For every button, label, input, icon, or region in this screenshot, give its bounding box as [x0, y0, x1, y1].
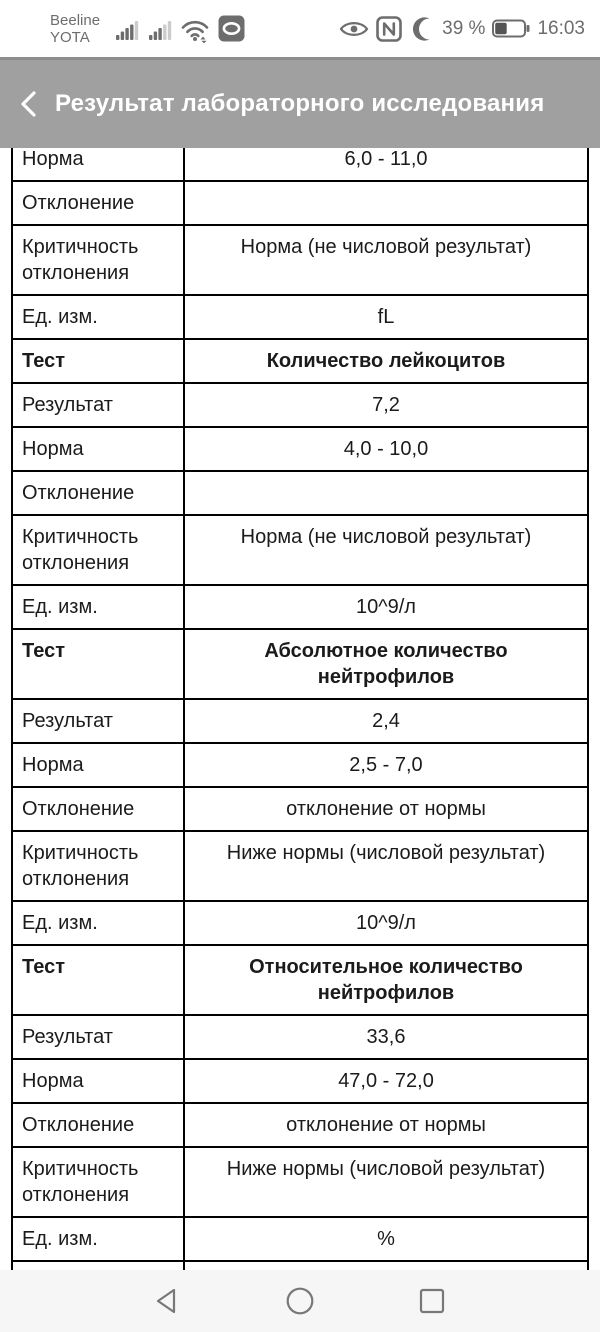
- row-value-text: отклонение от нормы: [286, 798, 486, 820]
- wifi-icon: [181, 15, 209, 43]
- row-label-cell: Тест: [12, 339, 184, 383]
- volte-badge-icon: [218, 15, 245, 42]
- lab-results-table: [11, 148, 589, 1270]
- table-row: [12, 699, 588, 743]
- table-row: [12, 1103, 588, 1147]
- table-row: [12, 831, 588, 901]
- table-row: [12, 1059, 588, 1103]
- row-value-cell: [184, 427, 588, 471]
- row-label-cell: Норма: [12, 148, 184, 181]
- carrier-line2: YOTA: [50, 28, 90, 46]
- row-value-text: отклонение от нормы: [286, 1114, 486, 1136]
- row-value-cell: [184, 295, 588, 339]
- row-value-cell: [184, 1147, 588, 1217]
- battery-percent: 39 %: [442, 17, 486, 39]
- row-value-cell: [184, 339, 588, 383]
- row-label-cell: [12, 1261, 184, 1270]
- row-label-cell: Норма: [12, 427, 184, 471]
- row-value-text: %: [377, 1228, 395, 1250]
- row-value-text: Относительное количество нейтрофилов: [249, 956, 523, 1004]
- row-label-cell: Критичность отклонения: [12, 1147, 184, 1217]
- row-value-cell: [184, 1015, 588, 1059]
- table-row: [12, 427, 588, 471]
- row-value-text: 7,2: [372, 394, 400, 416]
- row-value-text: 2,4: [372, 710, 400, 732]
- row-value-cell: [184, 148, 588, 181]
- row-value-cell: [184, 515, 588, 585]
- row-value-cell: [184, 831, 588, 901]
- row-value-text: fL: [377, 306, 395, 328]
- row-value-cell: [184, 225, 588, 295]
- test-header-row: [12, 629, 588, 699]
- table-row: [12, 901, 588, 945]
- row-value-text: 10^9/л: [356, 596, 416, 618]
- row-label-cell: Ед. изм.: [12, 585, 184, 629]
- row-value-text: 47,0 - 72,0: [338, 1070, 434, 1092]
- row-value-cell: [184, 743, 588, 787]
- row-label-cell: Критичность отклонения: [12, 831, 184, 901]
- table-row: [12, 1261, 588, 1270]
- row-label-cell: Отклонение: [12, 471, 184, 515]
- signal-bars-sim2-icon: [148, 17, 172, 41]
- table-row: [12, 471, 588, 515]
- table-row: [12, 743, 588, 787]
- table-row: [12, 1147, 588, 1217]
- battery-icon: [492, 19, 530, 38]
- results-scroll-area[interactable]: [0, 148, 600, 1270]
- test-header-row: [12, 945, 588, 1015]
- eye-icon: [339, 18, 369, 40]
- row-value-text: Ниже нормы (числовой результат): [226, 842, 546, 864]
- row-value-cell: [184, 383, 588, 427]
- signal-bars-sim1-icon: [115, 17, 139, 41]
- row-label-cell: Критичность отклонения: [12, 225, 184, 295]
- do-not-disturb-moon-icon: [409, 16, 435, 42]
- table-row: [12, 787, 588, 831]
- table-row: [12, 225, 588, 295]
- row-label-cell: Результат: [12, 1015, 184, 1059]
- row-value-cell: [184, 585, 588, 629]
- test-header-row: [12, 339, 588, 383]
- table-row: [12, 585, 588, 629]
- row-label-cell: Критичность отклонения: [12, 515, 184, 585]
- row-value-cell: [184, 945, 588, 1015]
- row-value-text: 10^9/л: [356, 912, 416, 934]
- row-value-cell: [184, 471, 588, 515]
- row-label-cell: Тест: [12, 945, 184, 1015]
- row-label-cell: Результат: [12, 699, 184, 743]
- row-value-cell: [184, 1217, 588, 1261]
- nav-recents-button[interactable]: [416, 1285, 448, 1317]
- row-value-text: 4,0 - 10,0: [343, 438, 429, 460]
- row-label-cell: Отклонение: [12, 181, 184, 225]
- row-value-cell: [184, 1059, 588, 1103]
- row-value-cell: [184, 629, 588, 699]
- row-label-cell: Норма: [12, 743, 184, 787]
- page-title: Результат лабораторного исследования: [55, 90, 545, 117]
- table-row: [12, 515, 588, 585]
- app-header: [0, 57, 600, 148]
- row-label-cell: Тест: [12, 629, 184, 699]
- row-value-text: 6,0 - 11,0: [344, 148, 428, 170]
- back-icon[interactable]: [18, 88, 40, 120]
- row-label-cell: Ед. изм.: [12, 295, 184, 339]
- table-row: [12, 148, 588, 181]
- row-value-cell: [184, 1261, 588, 1270]
- row-value-cell: [184, 1103, 588, 1147]
- row-value-text: 33,6: [366, 1026, 406, 1048]
- row-label-cell: Отклонение: [12, 1103, 184, 1147]
- row-value-text: Норма (не числовой результат): [240, 526, 532, 548]
- row-label-cell: Ед. изм.: [12, 901, 184, 945]
- row-label-cell: Отклонение: [12, 787, 184, 831]
- row-value-cell: [184, 901, 588, 945]
- carrier-label: [50, 12, 100, 46]
- table-row: [12, 295, 588, 339]
- row-value-cell: [184, 787, 588, 831]
- nav-back-button[interactable]: [152, 1285, 184, 1317]
- row-value-text: Ниже нормы (числовой результат): [226, 1158, 546, 1180]
- table-row: [12, 1217, 588, 1261]
- row-value-text: Количество лейкоцитов: [266, 350, 506, 372]
- clock: 16:03: [537, 17, 585, 39]
- row-value-cell: [184, 699, 588, 743]
- navigation-bar: [0, 1270, 600, 1332]
- table-row: [12, 383, 588, 427]
- row-label-cell: Норма: [12, 1059, 184, 1103]
- row-value-text: 2,5 - 7,0: [349, 754, 423, 776]
- row-label-cell: Ед. изм.: [12, 1217, 184, 1261]
- carrier-line1: Beeline: [50, 11, 101, 29]
- status-bar: [0, 0, 600, 57]
- row-value-text: Абсолютное количество нейтрофилов: [264, 640, 508, 688]
- row-label-cell: Результат: [12, 383, 184, 427]
- table-row: [12, 1015, 588, 1059]
- row-value-cell: [184, 181, 588, 225]
- nfc-icon: [376, 16, 402, 42]
- nav-home-button[interactable]: [284, 1285, 316, 1317]
- table-row: [12, 181, 588, 225]
- row-value-text: Норма (не числовой результат): [240, 236, 532, 258]
- lab-results-table-body: [12, 148, 588, 1270]
